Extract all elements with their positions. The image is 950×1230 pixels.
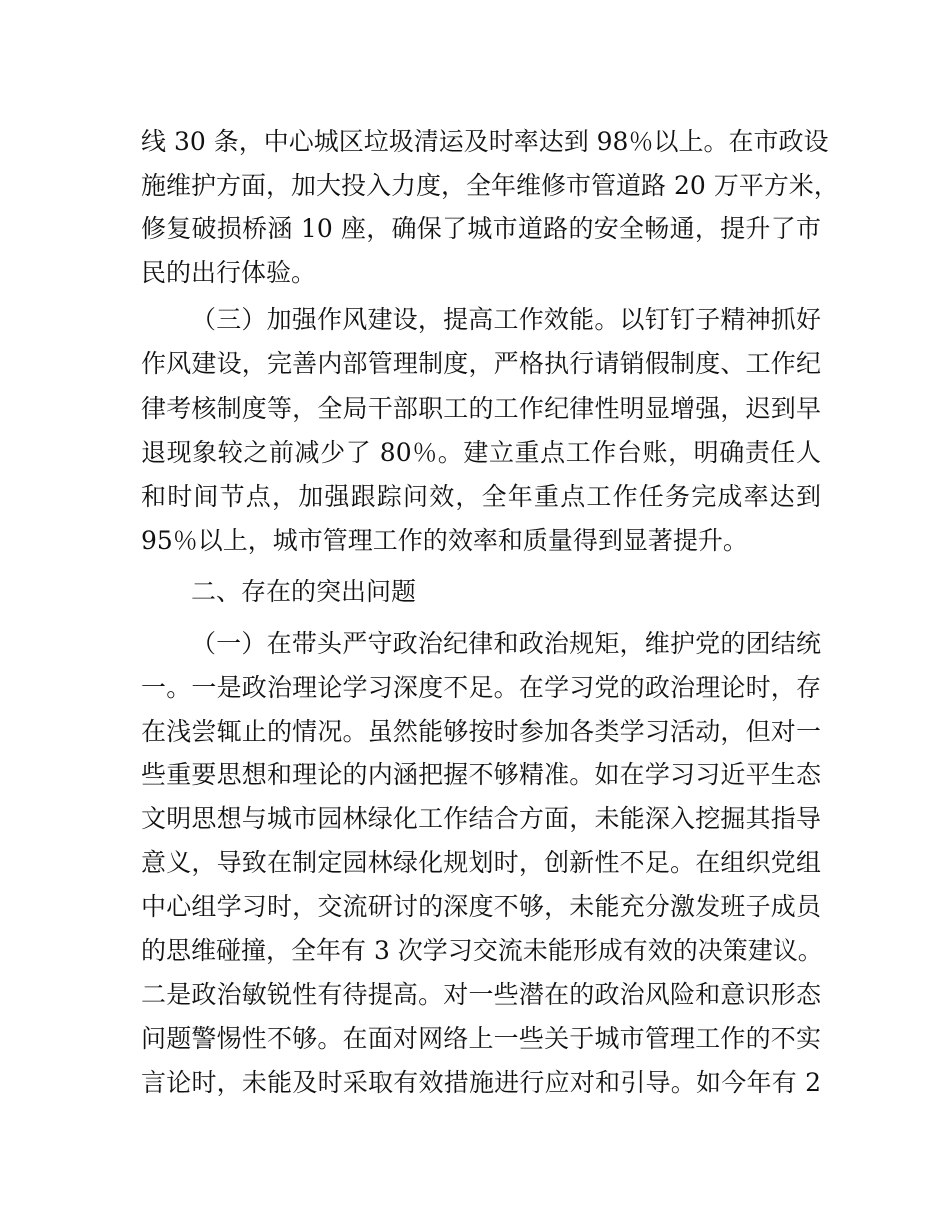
- section-heading-line: （一）在带头严守政治纪律和政治规矩，维护党的团结统: [191, 629, 821, 658]
- text-line: 问题警惕性不够。在面对网络上一些关于城市管理工作的不实: [141, 1024, 821, 1053]
- text-line: 退现象较之前减少了 80％。建立重点工作台账，明确责任人: [141, 438, 821, 467]
- text-line: 民的出行体验。: [141, 258, 317, 287]
- text-line: 一。一是政治理论学习深度不足。在学习党的政治理论时，存: [141, 673, 821, 702]
- text-line: 和时间节点，加强跟踪问效，全年重点工作任务完成率达到: [141, 482, 821, 511]
- text-line: 言论时，未能及时采取有效措施进行应对和引导。如今年有 2: [141, 1068, 821, 1097]
- text-line: 在浅尝辄止的情况。虽然能够按时参加各类学习活动，但对一: [141, 717, 821, 746]
- text-line: 95％以上，城市管理工作的效率和质量得到显著提升。: [141, 526, 748, 555]
- text-line: 中心组学习时，交流研讨的深度不够，未能充分激发班子成员: [141, 892, 821, 921]
- text-line: 文明思想与城市园林绿化工作结合方面，未能深入挖掘其指导: [141, 804, 821, 833]
- section-title: 二、存在的突出问题: [191, 577, 417, 606]
- text-line: 线 30 条，中心城区垃圾清运及时率达到 98％以上。在市政设: [141, 127, 829, 156]
- text-line: 二是政治敏锐性有待提高。对一些潜在的政治风险和意识形态: [141, 980, 821, 1009]
- text-line: 作风建设，完善内部管理制度，严格执行请销假制度、工作纪: [141, 349, 821, 378]
- text-line: 些重要思想和理论的内涵把握不够精准。如在学习习近平生态: [141, 760, 821, 789]
- section-heading-line: （三）加强作风建设，提高工作效能。以钉钉子精神抓好: [191, 305, 821, 334]
- text-line: 修复破损桥涵 10 座，确保了城市道路的安全畅通，提升了市: [141, 214, 821, 243]
- text-line: 律考核制度等，全局干部职工的工作纪律性明显增强，迟到早: [141, 394, 821, 423]
- text-line: 的思维碰撞，全年有 3 次学习交流未能形成有效的决策建议。: [141, 936, 823, 965]
- text-line: 意义，导致在制定园林绿化规划时，创新性不足。在组织党组: [141, 848, 821, 877]
- text-line: 施维护方面，加大投入力度，全年维修市管道路 20 万平方米，: [141, 171, 839, 200]
